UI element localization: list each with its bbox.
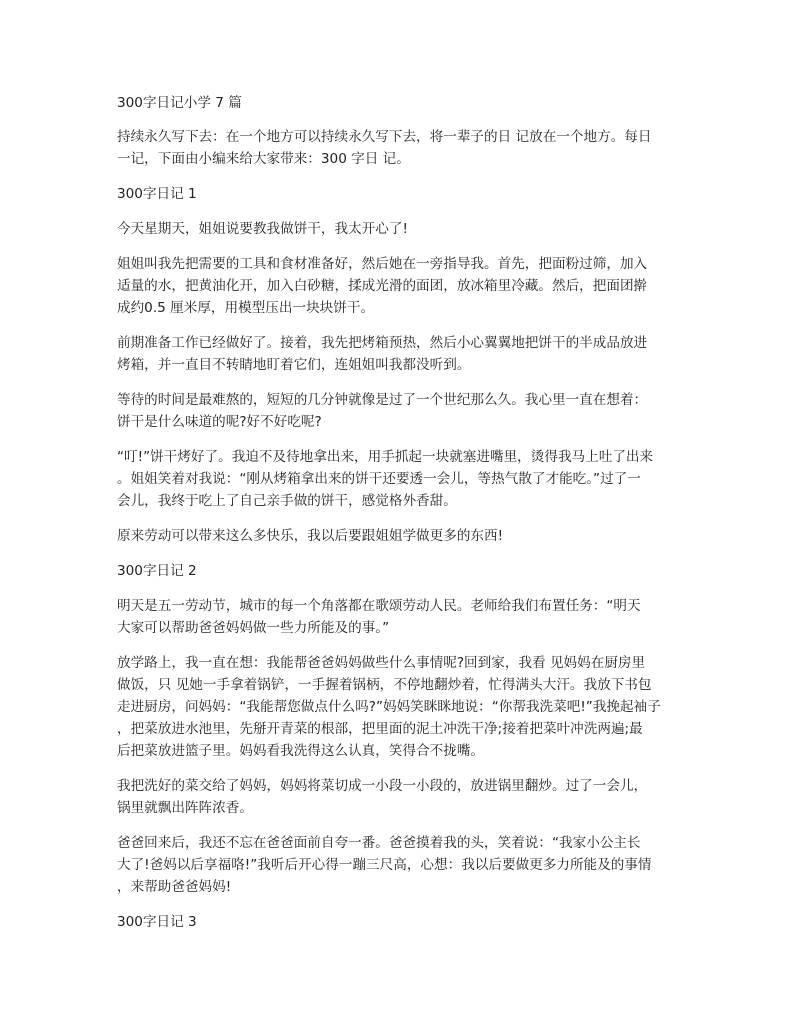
- paragraph-line: 姐姐叫我先把需要的工具和食材准备好，然后她在一旁指导我。首先，把面粉过筛，加入: [117, 256, 648, 272]
- paragraph-line: 。姐姐笑着对我说：“刚从烤箱拿出来的饼干还要透一会儿，等热气散了才能吃。”过了一: [117, 471, 641, 487]
- paragraph: [117, 652, 683, 762]
- paragraph: [117, 218, 683, 240]
- paragraph-line: 走进厨房，问妈妈：“我能帮您做点什么吗?”妈妈笑眯眯地说：“你帮我洗菜吧!”我挽起袖子: [117, 699, 661, 715]
- paragraph: [117, 389, 683, 433]
- paragraph: [117, 446, 683, 512]
- paragraph-line: 今天星期天，姐姐说要教我做饼干，我太开心了!: [117, 221, 408, 237]
- paragraph-line: ，来帮助爸爸妈妈!: [117, 879, 232, 895]
- paragraph: [117, 332, 683, 376]
- paragraph-line: 持续永久写下去：在一个地方可以持续永久写下去，将一辈子的日 记放在一个地方。每日: [117, 129, 652, 145]
- paragraph-line: 一记，下面由小编来给大家带来：300 字日 记。: [117, 151, 410, 167]
- paragraph-line: 我把洗好的菜交给了妈妈，妈妈将菜切成一小段一小段的，放进锅里翻炒。过了一会儿，: [117, 778, 648, 794]
- paragraph-line: 大家可以帮助爸爸妈妈做一些力所能及的事。”: [117, 620, 390, 636]
- paragraph-line: 饼干是什么味道的呢?好不好吃呢?: [117, 414, 322, 430]
- paragraph-line: 适量的水，把黄油化开，加入白砂糖，揉成光滑的面团，放冰箱里冷藏。然后，把面团擀: [117, 278, 648, 294]
- section-heading-2: [117, 560, 683, 582]
- section-heading: 300字日记 3: [117, 914, 197, 930]
- section-heading: 300字日记 2: [117, 563, 197, 579]
- paragraph-line: 烤箱，并一直目不转睛地盯着它们，连姐姐叫我都没听到。: [117, 357, 471, 373]
- paragraph-line: 放学路上，我一直在想：我能帮爸爸妈妈做些什么事情呢?回到家，我看 见妈妈在厨房里: [117, 655, 646, 671]
- intro-paragraph: [117, 126, 683, 170]
- paragraph: [117, 595, 683, 639]
- paragraph-line: 大了!爸妈以后享福咯!”我听后开心得一蹦三尺高，心想：我以后要做更多力所能及的事情: [117, 857, 652, 873]
- section-heading: 300字日记 1: [117, 186, 197, 202]
- document-content: [117, 92, 683, 933]
- paragraph-line: ，把菜放进水池里，先掰开青菜的根部，把里面的泥土冲洗干净;接着把菜叶冲洗两遍;最: [117, 721, 643, 737]
- paragraph-line: 锅里就飘出阵阵浓香。: [117, 800, 253, 816]
- paragraph-line: “叮!”饼干烤好了。我迫不及待地拿出来，用手抓起一块就塞进嘴里，烫得我马上吐了出来: [117, 449, 654, 465]
- paragraph-line: 前期准备工作已经做好了。接着，我先把烤箱预热，然后小心翼翼地把饼干的半成品放进: [117, 335, 648, 351]
- paragraph-line: 爸爸回来后，我还不忘在爸爸面前自夸一番。爸爸摸着我的头，笑着说：“我家小公主长: [117, 835, 641, 851]
- paragraph: [117, 832, 683, 898]
- paragraph-line: 原来劳动可以带来这么多快乐，我以后要跟姐姐学做更多的东西!: [117, 528, 504, 544]
- paragraph: [117, 525, 683, 547]
- paragraph-line: 成约0.5 厘米厚，用模型压出一块块饼干。: [117, 300, 375, 316]
- paragraph: [117, 775, 683, 819]
- paragraph-line: 后把菜放进篮子里。妈妈看我洗得这么认真，笑得合不拢嘴。: [117, 743, 485, 759]
- paragraph-line: 明天是五一劳动节，城市的每一个角落都在歌颂劳动人民。老师给我们布置任务：“明天: [117, 598, 641, 614]
- paragraph-line: 会儿，我终于吃上了自己亲手做的饼干，感觉格外香甜。: [117, 493, 457, 509]
- section-heading-1: [117, 183, 683, 205]
- section-heading-3: [117, 911, 683, 933]
- document-title: 300字日记小学 7 篇: [117, 95, 242, 111]
- paragraph: [117, 253, 683, 319]
- paragraph-line: 等待的时间是最难熬的，短短的几分钟就像是过了一个世纪那么久。我心里一直在想着：: [117, 392, 648, 408]
- paragraph-line: 做饭，只 见她一手拿着锅铲，一手握着锅柄，不停地翻炒着，忙得满头大汗。我放下书包: [117, 677, 652, 693]
